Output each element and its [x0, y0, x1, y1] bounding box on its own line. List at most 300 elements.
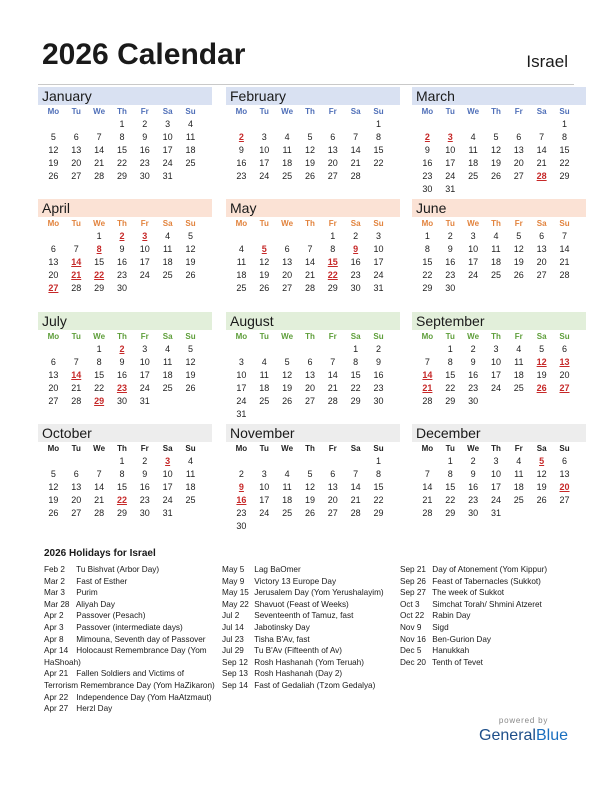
holiday-item — [222, 634, 394, 646]
day-cell: 9 — [142, 132, 148, 142]
day-cell: 4 — [261, 357, 267, 367]
day-cell: 8 — [119, 469, 125, 479]
weekday-label: Tu — [445, 219, 455, 228]
month-name: April — [42, 200, 71, 216]
weekday-label: Sa — [536, 444, 547, 453]
holiday-name: Tisha B'Av, fast — [252, 634, 310, 644]
day-cell: 18 — [259, 383, 270, 393]
day-cell: 8 — [376, 132, 382, 142]
day-cell: 27 — [71, 171, 82, 181]
day-cell: 8 — [119, 132, 125, 142]
day-cell: 5 — [539, 344, 545, 354]
day-cell: 3 — [261, 132, 267, 142]
day-cell: 11 — [162, 357, 173, 367]
day-cell: 6 — [330, 469, 336, 479]
day-cell: 7 — [96, 132, 102, 142]
week-row — [230, 343, 390, 356]
month-header — [412, 424, 586, 442]
week-row — [42, 170, 202, 183]
weekday-label: Fr — [328, 107, 337, 116]
holiday-item — [400, 587, 572, 599]
day-cell: 24 — [236, 396, 247, 406]
holiday-item — [222, 610, 394, 622]
day-cell: 20 — [513, 158, 524, 168]
day-cell: 30 — [116, 283, 127, 293]
weekday-label: Th — [491, 332, 501, 341]
weekday-label: We — [467, 107, 480, 116]
day-cell: 4 — [165, 231, 171, 241]
month-december — [416, 424, 582, 520]
holiday-date: Nov 16 — [400, 634, 426, 644]
day-cell: 15 — [445, 482, 456, 492]
day-cell: 29 — [116, 171, 127, 181]
holiday-day-cell: 2 — [119, 344, 125, 354]
empty-day-cell — [253, 230, 276, 243]
day-cell: 14 — [327, 370, 338, 380]
month-august — [230, 312, 396, 421]
day-cell: 7 — [562, 231, 568, 241]
day-cell: 28 — [327, 396, 338, 406]
week-row — [42, 230, 202, 243]
day-cell: 23 — [468, 383, 479, 393]
day-cell: 31 — [162, 508, 173, 518]
day-cell: 29 — [445, 396, 456, 406]
day-cell: 22 — [94, 383, 105, 393]
weekday-label: Fr — [514, 107, 523, 116]
holiday-name: Holocaust Remembrance Day (Yom HaShoah) — [44, 646, 207, 667]
holiday-date: Sep 26 — [400, 576, 426, 586]
day-cell: 25 — [468, 171, 479, 181]
day-cell: 30 — [350, 283, 361, 293]
week-row — [42, 256, 202, 269]
day-cell: 7 — [353, 469, 359, 479]
day-cell: 28 — [350, 171, 361, 181]
day-cell: 17 — [468, 257, 479, 267]
day-cell: 22 — [445, 495, 456, 505]
holiday-item — [400, 622, 572, 634]
title-divider — [38, 84, 574, 85]
day-cell: 10 — [139, 357, 150, 367]
week-row — [416, 356, 576, 369]
holiday-date: Mar 3 — [44, 588, 65, 598]
day-cell: 26 — [185, 383, 196, 393]
day-cell: 28 — [94, 508, 105, 518]
week-row — [230, 481, 390, 494]
day-cell: 31 — [490, 508, 501, 518]
week-row — [230, 131, 390, 144]
day-cell: 8 — [353, 357, 359, 367]
weekday-label: Tu — [445, 444, 455, 453]
day-cell: 21 — [559, 257, 570, 267]
holiday-date: Apr 14 — [44, 646, 69, 656]
day-cell: 13 — [304, 370, 315, 380]
weekday-label: Th — [491, 219, 501, 228]
day-cell: 13 — [71, 145, 82, 155]
empty-day-cell — [462, 118, 485, 131]
day-cell: 1 — [424, 231, 430, 241]
week-row — [42, 395, 202, 408]
day-cell: 22 — [116, 158, 127, 168]
day-cell: 17 — [139, 370, 150, 380]
day-cell: 15 — [373, 482, 384, 492]
week-row — [230, 170, 390, 183]
holiday-name: Fast of Esther — [74, 576, 128, 586]
holiday-item — [400, 576, 572, 588]
week-row — [42, 282, 202, 295]
day-cell: 12 — [185, 357, 196, 367]
week-row — [230, 256, 390, 269]
holiday-name: Shavuot (Feast of Weeks) — [252, 599, 349, 609]
day-cell: 12 — [185, 244, 196, 254]
day-cell: 19 — [48, 158, 59, 168]
empty-day-cell — [344, 118, 367, 131]
week-row — [230, 157, 390, 170]
weekday-label: Sa — [350, 444, 361, 453]
weekday-label: Tu — [71, 332, 81, 341]
day-cell: 25 — [259, 396, 270, 406]
day-cell: 6 — [73, 132, 79, 142]
day-cell: 31 — [445, 184, 456, 194]
weekday-label: Sa — [162, 107, 173, 116]
holiday-name: Jabotinsky Day — [252, 622, 310, 632]
month-days-table — [416, 217, 576, 295]
day-cell: 13 — [48, 370, 59, 380]
day-cell: 3 — [238, 357, 244, 367]
weekday-label: Mo — [235, 219, 248, 228]
day-cell: 27 — [536, 270, 547, 280]
day-cell: 21 — [304, 270, 315, 280]
day-cell: 10 — [259, 145, 270, 155]
holiday-date: Oct 22 — [400, 611, 425, 621]
weekday-label: Sa — [536, 332, 547, 341]
day-cell: 16 — [350, 257, 361, 267]
month-name: January — [42, 88, 92, 104]
holiday-name: Tu B'Av (Fifteenth of Av) — [252, 646, 343, 656]
day-cell: 7 — [539, 132, 545, 142]
week-row — [42, 369, 202, 382]
week-row — [42, 269, 202, 282]
holiday-day-cell: 9 — [353, 244, 359, 254]
day-cell: 16 — [139, 145, 150, 155]
week-row — [416, 382, 576, 395]
weekday-label: Th — [491, 444, 501, 453]
holiday-date: Jul 14 — [222, 622, 244, 632]
empty-day-cell — [230, 455, 253, 468]
day-cell: 24 — [468, 270, 479, 280]
day-cell: 24 — [490, 383, 501, 393]
day-cell: 1 — [562, 119, 568, 129]
weekday-label: Su — [559, 444, 570, 453]
brand-name-part2: Blue — [535, 727, 568, 744]
day-cell: 19 — [304, 158, 315, 168]
weekday-label: Su — [559, 219, 570, 228]
holiday-day-cell: 13 — [559, 357, 570, 367]
holiday-date: Nov 9 — [400, 622, 422, 632]
empty-day-cell — [439, 118, 462, 131]
day-cell: 13 — [282, 257, 293, 267]
holiday-item — [400, 634, 572, 646]
week-row — [230, 494, 390, 507]
month-name: June — [416, 200, 447, 216]
day-cell: 21 — [94, 495, 105, 505]
day-cell: 4 — [238, 244, 244, 254]
weekday-label: Th — [117, 332, 127, 341]
month-october — [42, 424, 208, 520]
day-cell: 24 — [162, 495, 173, 505]
weekday-label: Fr — [140, 219, 149, 228]
day-cell: 1 — [376, 456, 382, 466]
week-row — [416, 282, 576, 295]
day-cell: 10 — [468, 244, 479, 254]
empty-day-cell — [299, 230, 322, 243]
holiday-name: Passover (intermediate days) — [74, 622, 183, 632]
weekday-label: Fr — [140, 332, 149, 341]
day-cell: 15 — [116, 482, 127, 492]
weekday-label: Sa — [162, 219, 173, 228]
day-cell: 17 — [445, 158, 456, 168]
month-april — [42, 199, 208, 295]
day-cell: 21 — [536, 158, 547, 168]
day-cell: 19 — [259, 270, 270, 280]
empty-day-cell — [65, 118, 88, 131]
weekday-label: Sa — [536, 219, 547, 228]
day-cell: 23 — [236, 171, 247, 181]
day-cell: 9 — [424, 145, 430, 155]
holiday-name: Feast of Tabernacles (Sukkot) — [430, 576, 541, 586]
weekday-label: Su — [185, 107, 196, 116]
week-row — [42, 343, 202, 356]
week-row — [416, 455, 576, 468]
day-cell: 1 — [447, 456, 453, 466]
day-cell: 5 — [516, 231, 522, 241]
empty-day-cell — [88, 118, 111, 131]
weekday-label: Th — [117, 219, 127, 228]
day-cell: 2 — [353, 231, 359, 241]
day-cell: 17 — [236, 383, 247, 393]
weekday-label: Tu — [259, 219, 269, 228]
empty-day-cell — [321, 343, 344, 356]
weekday-label: Mo — [235, 444, 248, 453]
day-cell: 5 — [188, 231, 194, 241]
month-days-table — [416, 442, 576, 520]
day-cell: 4 — [284, 132, 290, 142]
day-cell: 11 — [185, 132, 196, 142]
day-cell: 9 — [470, 357, 476, 367]
holiday-list-column-2 — [222, 564, 394, 692]
holiday-date: Mar 2 — [44, 576, 65, 586]
day-cell: 23 — [350, 270, 361, 280]
weekday-label: We — [281, 444, 294, 453]
weekday-label: Sa — [162, 332, 173, 341]
day-cell: 31 — [162, 171, 173, 181]
holiday-item — [44, 622, 216, 634]
country-label: Israel — [526, 52, 568, 71]
empty-day-cell — [344, 455, 367, 468]
empty-day-cell — [230, 230, 253, 243]
day-cell: 18 — [185, 482, 196, 492]
weekday-label: Su — [559, 332, 570, 341]
day-cell: 9 — [142, 469, 148, 479]
day-cell: 21 — [350, 158, 361, 168]
day-cell: 10 — [162, 469, 173, 479]
day-cell: 30 — [116, 396, 127, 406]
day-cell: 18 — [468, 158, 479, 168]
day-cell: 18 — [513, 482, 524, 492]
holiday-item — [222, 657, 394, 669]
holiday-day-cell: 5 — [261, 244, 267, 254]
day-cell: 23 — [116, 270, 127, 280]
holiday-day-cell: 8 — [96, 244, 102, 254]
day-cell: 30 — [139, 508, 150, 518]
day-cell: 11 — [236, 257, 247, 267]
day-cell: 23 — [373, 383, 384, 393]
day-cell: 10 — [490, 469, 501, 479]
holiday-item — [222, 622, 394, 634]
day-cell: 24 — [373, 270, 384, 280]
day-cell: 16 — [236, 158, 247, 168]
holiday-item — [44, 692, 216, 704]
day-cell: 5 — [50, 132, 56, 142]
week-row — [416, 494, 576, 507]
holiday-name: Victory 13 Europe Day — [252, 576, 337, 586]
day-cell: 25 — [513, 383, 524, 393]
weekday-label: Tu — [259, 107, 269, 116]
week-row — [230, 243, 390, 256]
day-cell: 25 — [185, 495, 196, 505]
week-row — [416, 157, 576, 170]
month-days-table — [416, 330, 576, 408]
day-cell: 28 — [350, 508, 361, 518]
day-cell: 6 — [562, 456, 568, 466]
day-cell: 2 — [142, 119, 148, 129]
holiday-item — [400, 657, 572, 669]
day-cell: 1 — [376, 119, 382, 129]
holiday-day-cell: 3 — [447, 132, 453, 142]
day-cell: 14 — [94, 482, 105, 492]
day-cell: 9 — [376, 357, 382, 367]
holiday-item — [44, 668, 216, 691]
holiday-date: Sep 13 — [222, 669, 248, 679]
weekday-label: Fr — [328, 219, 337, 228]
empty-day-cell — [42, 343, 65, 356]
day-cell: 17 — [162, 145, 173, 155]
holiday-day-cell: 27 — [48, 283, 59, 293]
day-cell: 22 — [422, 270, 433, 280]
day-cell: 18 — [162, 370, 173, 380]
holiday-date: Feb 2 — [44, 565, 65, 574]
day-cell: 11 — [259, 370, 269, 380]
day-cell: 16 — [468, 482, 479, 492]
month-days-table — [230, 442, 390, 533]
month-header — [412, 87, 586, 105]
day-cell: 12 — [259, 257, 270, 267]
weekday-label: We — [93, 107, 106, 116]
day-cell: 4 — [188, 119, 194, 129]
weekday-label: Mo — [47, 219, 60, 228]
holiday-name: Tu Bishvat (Arbor Day) — [74, 565, 160, 574]
day-cell: 7 — [73, 244, 79, 254]
holiday-day-cell: 3 — [165, 456, 171, 466]
day-cell: 28 — [71, 396, 82, 406]
holiday-name: Herzl Day — [74, 704, 113, 714]
month-header — [38, 424, 212, 442]
day-cell: 24 — [162, 158, 173, 168]
day-cell: 10 — [490, 357, 501, 367]
holiday-day-cell: 14 — [71, 257, 82, 267]
month-days-table — [416, 105, 576, 196]
holiday-item — [222, 645, 394, 657]
week-row — [42, 356, 202, 369]
brand-logo[interactable] — [479, 716, 568, 745]
holiday-day-cell: 28 — [536, 171, 547, 181]
day-cell: 17 — [373, 257, 384, 267]
day-cell: 30 — [445, 283, 456, 293]
day-cell: 28 — [559, 270, 570, 280]
day-cell: 29 — [559, 171, 570, 181]
day-cell: 13 — [71, 482, 82, 492]
holiday-date: Jul 29 — [222, 646, 244, 656]
holiday-date: May 22 — [222, 599, 249, 609]
empty-day-cell — [276, 455, 299, 468]
week-row — [416, 118, 576, 131]
day-cell: 4 — [284, 469, 290, 479]
holiday-date: Apr 3 — [44, 622, 64, 632]
day-cell: 18 — [513, 370, 524, 380]
day-cell: 7 — [424, 469, 430, 479]
day-cell: 11 — [185, 469, 196, 479]
weekday-label: Tu — [445, 332, 455, 341]
holiday-date: Apr 22 — [44, 692, 69, 702]
day-cell: 20 — [282, 270, 293, 280]
weekday-label: Fr — [328, 444, 337, 453]
day-cell: 18 — [490, 257, 501, 267]
day-cell: 19 — [304, 495, 315, 505]
holiday-date: Mar 28 — [44, 599, 70, 609]
day-cell: 11 — [162, 244, 173, 254]
holiday-name: Independence Day (Yom HaAtzmaut) — [74, 692, 212, 702]
weekday-label: Tu — [71, 444, 81, 453]
day-cell: 17 — [162, 482, 173, 492]
week-row — [230, 356, 390, 369]
day-cell: 4 — [516, 344, 522, 354]
week-row — [42, 243, 202, 256]
day-cell: 25 — [513, 495, 524, 505]
day-cell: 16 — [445, 257, 456, 267]
day-cell: 23 — [468, 495, 479, 505]
week-row — [230, 395, 390, 408]
day-cell: 26 — [513, 270, 524, 280]
weekday-label: Th — [491, 107, 501, 116]
month-header — [412, 199, 586, 217]
weekday-label: Mo — [47, 444, 60, 453]
holiday-day-cell: 15 — [327, 257, 338, 267]
weekday-label: Fr — [328, 332, 337, 341]
holiday-name: Seventeenth of Tamuz, fast — [252, 611, 354, 621]
holiday-item — [44, 599, 216, 611]
week-row — [230, 520, 390, 533]
day-cell: 5 — [284, 357, 290, 367]
day-cell: 13 — [559, 469, 570, 479]
day-cell: 18 — [282, 495, 293, 505]
holiday-name: Purim — [74, 588, 98, 598]
day-cell: 8 — [447, 357, 453, 367]
holiday-name: Fallen Soldiers and Victims of Terrorism Remembrance Day (Yom HaZikaron) — [44, 669, 215, 690]
holiday-day-cell: 2 — [238, 132, 244, 142]
day-cell: 6 — [284, 244, 290, 254]
day-cell: 14 — [559, 244, 570, 254]
holiday-date: Dec 20 — [400, 657, 426, 667]
day-cell: 10 — [259, 482, 270, 492]
